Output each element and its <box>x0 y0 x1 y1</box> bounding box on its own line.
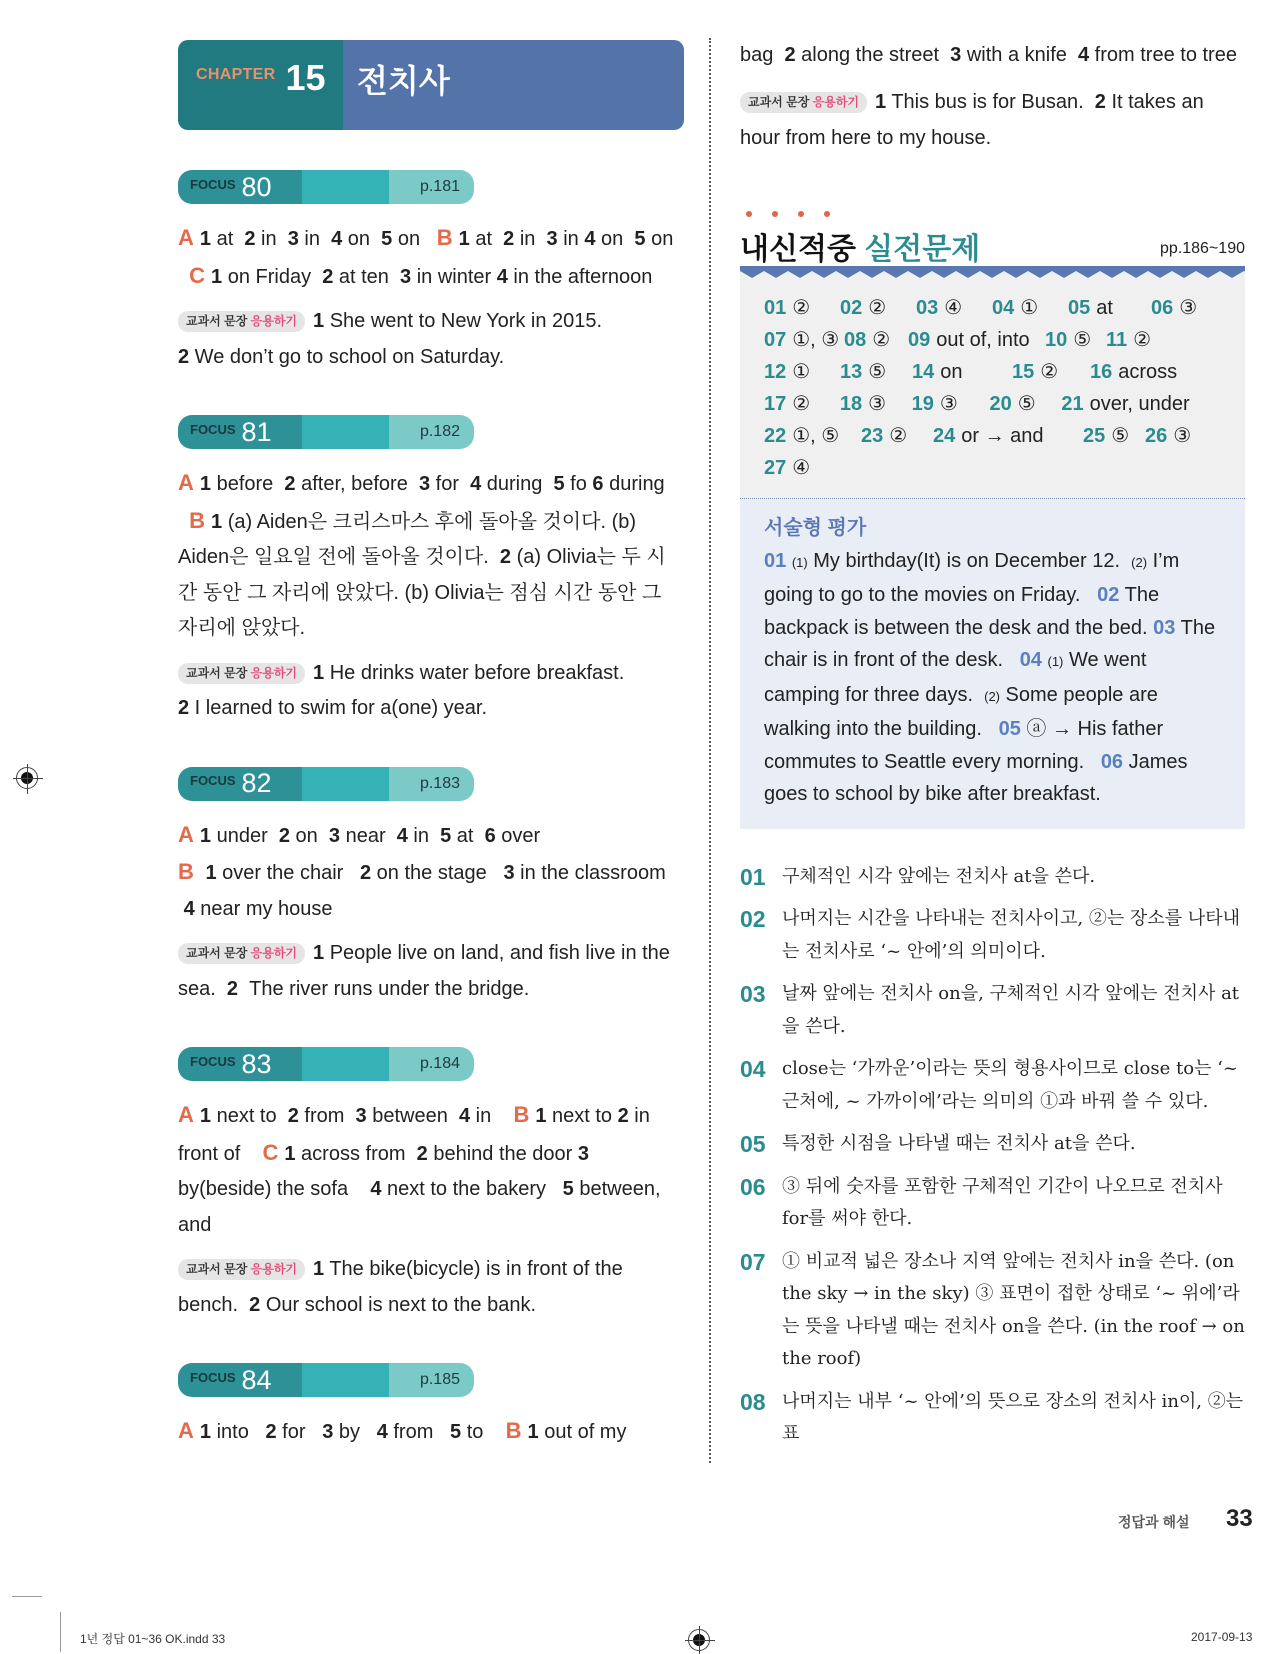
focus-header-81: FOCUS 81 p.182 <box>178 415 474 449</box>
answer-item: 14 on <box>912 360 963 383</box>
crop-mark <box>12 1596 42 1597</box>
answer-item: 15 ② <box>1012 360 1059 383</box>
answer-item: 20 ⑤ <box>989 392 1036 415</box>
answer-row <box>764 324 1221 356</box>
left-column <box>178 40 684 1451</box>
practice-pages: pp.186~190 <box>1160 239 1245 257</box>
focus-83-answers: A 1 next to 2 from 3 between 4 in B 1 next to 2 in front of C 1 across from 2 behind the door 3 by(beside) the sofa 4 next to the bakery 5 between, and <box>178 1102 661 1236</box>
explanation-list <box>740 861 1245 1451</box>
slug-filename: 1년 정답 01~36 OK.indd 33 <box>80 1632 226 1646</box>
focus-header-82: FOCUS 82 p.183 <box>178 767 474 801</box>
chapter-title: 전치사 <box>357 63 450 99</box>
explanation-item: 04 close는 ‘가까운’이라는 뜻의 형용사이므로 close to는 ‘~ 근처에, ~ 가까이에’라는 의미의 ①과 바꿔 쓸 수 있다. <box>740 1056 1238 1112</box>
textbook-badge: 교과서 문장 응용하기 <box>740 92 867 113</box>
essay-answers: 01 (1) My birthday(It) is on December 12. (2) I’m going to go to the movies on Friday. 02 The backpack is between the desk and the bed. 03 The chair is in front of the desk. 04 (1) We went camping for three days. (2) Some people are walking into the building. 05 ⓐ → His father commutes to Seattle every morning. 06 James goes to school by bike after breakfast. <box>764 549 1216 805</box>
answer-item: 08 ② <box>844 328 891 351</box>
focus-82-answers: A 1 under 2 on 3 near 4 in 5 at 6 over B 1 over the chair 2 on the stage 3 in the classroom 4 near my house <box>178 821 666 920</box>
focus-page: p.184 <box>389 1047 474 1081</box>
explanation-item: 07 ① 비교적 넓은 장소나 지역 앞에는 전치사 in을 쓴다. (on the sky → in the sky) ③ 표면이 접한 상태로 ‘~ 위에’라는 뜻을 나타낼 때는 전치사 on을 쓴다. (in the roof → on the roof) <box>740 1248 1245 1369</box>
answer-item: 02 ② <box>840 296 887 319</box>
registration-mark-icon <box>688 1629 710 1651</box>
answer-item: 06 ③ <box>1151 296 1198 319</box>
answer-item: 01 ② <box>764 296 811 319</box>
focus-82-textbook: 교과서 문장 응용하기 1 People live on land, and fish live in the sea. 2 The river runs under the bridge. <box>178 942 670 1000</box>
explanation-item: 02 나머지는 시간을 나타내는 전치사이고, ②는 장소를 나타내는 전치사로 ‘~ 안에’의 의미이다. <box>740 906 1240 962</box>
answer-item: 10 ⑤ <box>1045 328 1092 351</box>
answer-row <box>764 388 1221 420</box>
focus-80-textbook: 교과서 문장 응용하기 1 She went to New York in 2015. 2 We don’t go to school on Saturday. <box>178 310 603 368</box>
focus-page: p.181 <box>389 170 474 204</box>
answer-grid <box>740 270 1245 498</box>
focus-84-continuation: bag 2 along the street 3 with a knife 4 from tree to tree <box>740 44 1237 66</box>
answer-item: 22 ①, ⑤ <box>764 424 840 447</box>
answer-grid-rows <box>764 280 1221 484</box>
explanation-item: 01 구체적인 시각 앞에는 전치사 at을 쓴다. <box>740 863 1096 890</box>
focus-header-83: FOCUS 83 p.184 <box>178 1047 474 1081</box>
practice-header <box>740 214 1245 264</box>
answer-item: 25 ⑤ <box>1083 424 1130 447</box>
crop-mark <box>60 1612 61 1652</box>
focus-83-textbook: 교과서 문장 응용하기 1 The bike(bicycle) is in front of the bench. 2 Our school is next to the bank. <box>178 1258 623 1316</box>
answer-item: 23 ② <box>861 424 908 447</box>
answer-row <box>764 292 1221 324</box>
footer-label: 정답과 해설 <box>1118 1514 1190 1530</box>
answer-item: 17 ② <box>764 392 811 415</box>
zigzag-border-icon <box>740 266 1245 280</box>
answer-item: 27 ④ <box>764 456 811 479</box>
answer-item: 07 ①, ③ <box>764 328 840 351</box>
answer-item: 11 ② <box>1106 328 1152 351</box>
focus-81-answers: A 1 before 2 after, before 3 for 4 during 5 fo 6 during B 1 (a) Aiden은 크리스마스 후에 돌아올 것이다. (b) Aiden은 일요일 전에 돌아올 것이다. 2 (a) Olivia는 두 시간 동안 그 자리에 앉았다. (b) Olivia는 점심 시간 동안 그 자리에 앉았다. <box>178 470 666 639</box>
answer-item: 18 ③ <box>839 392 887 415</box>
chapter-banner <box>178 40 684 130</box>
answer-row <box>764 452 1221 484</box>
textbook-badge: 교과서 문장 응용하기 <box>178 1259 305 1280</box>
answer-row <box>764 356 1221 388</box>
answer-item: 04 ① <box>992 296 1039 319</box>
focus-header-84: FOCUS 84 p.185 <box>178 1363 474 1397</box>
answer-item: 24 or → and <box>933 424 1044 447</box>
practice-title: 내신적중 실전문제 <box>740 232 981 266</box>
emphasis-dots <box>746 211 830 217</box>
answer-item: 16 across <box>1090 360 1178 383</box>
essay-title: 서술형 평가 <box>764 516 867 539</box>
essay-section <box>740 498 1245 829</box>
explanation-item: 06 ③ 뒤에 숫자를 포함한 구체적인 기간이 나오므로 전치사 for를 써야 한다. <box>740 1173 1223 1229</box>
explanation-item: 08 나머지는 내부 ‘~ 안에’의 뜻으로 장소의 전치사 in이, ②는 표 <box>740 1388 1244 1444</box>
answer-item: 13 ⑤ <box>840 360 887 383</box>
answer-row <box>764 420 1221 452</box>
answer-item: 21 over, under <box>1061 392 1190 415</box>
slug-date: 2017-09-13 <box>1191 1630 1253 1644</box>
focus-header-80: FOCUS 80 p.181 <box>178 170 474 204</box>
focus-81-textbook: 교과서 문장 응용하기 1 He drinks water before breakfast. 2 I learned to swim for a(one) year. <box>178 661 625 719</box>
textbook-badge: 교과서 문장 응용하기 <box>178 311 305 332</box>
right-column <box>740 38 1245 1461</box>
answer-item: 03 ④ <box>916 296 963 319</box>
textbook-badge: 교과서 문장 응용하기 <box>178 943 305 964</box>
column-divider <box>709 38 711 1463</box>
answer-item: 26 ③ <box>1145 424 1192 447</box>
answer-item: 09 out of, into <box>908 328 1030 351</box>
explanation-item: 05 특정한 시점을 나타낼 때는 전치사 at을 쓴다. <box>740 1131 1136 1157</box>
answer-item: 12 ① <box>764 360 811 383</box>
focus-84-textbook: 교과서 문장 응용하기 1 This bus is for Busan. 2 It takes an hour from here to my house. <box>740 90 1204 149</box>
focus-page: p.183 <box>389 767 474 801</box>
answer-item: 19 ③ <box>911 392 958 415</box>
chapter-number: 15 <box>285 57 326 98</box>
focus-page: p.182 <box>389 415 474 449</box>
chapter-word: CHAPTER <box>196 66 276 83</box>
focus-80-answers: A 1 at 2 in 3 in 4 on 5 on B 1 at 2 in 3 in 4 on 5 on C 1 on Friday 2 at ten 3 in winter 4 in the afternoon <box>178 225 674 288</box>
registration-mark-icon <box>16 767 38 789</box>
textbook-badge: 교과서 문장 응용하기 <box>178 663 305 684</box>
focus-84-answers: A 1 into 2 for 3 by 4 from 5 to B 1 out of my <box>178 1418 627 1443</box>
explanation-item: 03 날짜 앞에는 전치사 on을, 구체적인 시각 앞에는 전치사 at을 쓴다. <box>740 981 1240 1037</box>
answer-item: 05 at <box>1068 296 1113 319</box>
focus-page: p.185 <box>389 1363 474 1397</box>
page-number: 33 <box>1226 1505 1253 1532</box>
